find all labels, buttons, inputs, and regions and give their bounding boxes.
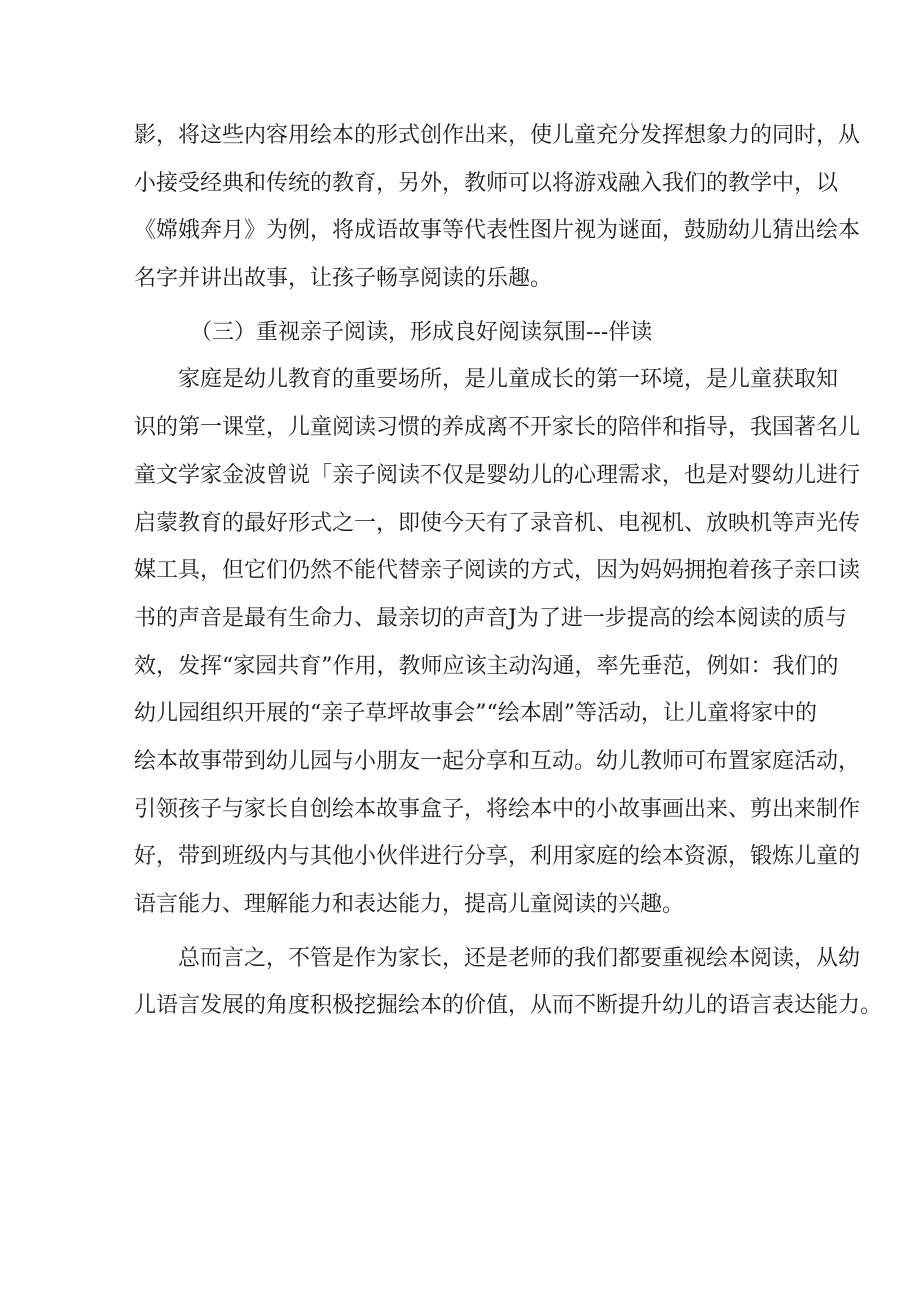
paragraph-parent-reading	[134, 356, 861, 928]
text-line: 童文学家金波曾说「亲子阅读不仅是婴幼儿的心理需求，也是对婴幼儿进行	[134, 462, 861, 488]
text-line: 好，带到班级内与其他小伙伴进行分享，利用家庭的绘本资源，锻炼儿童的	[134, 844, 861, 870]
text-line: 效，发挥“家园共育”作用，教师应该主动沟通，率先垂范，例如：我们的	[134, 653, 839, 679]
text-line: 识的第一课堂，儿童阅读习惯的养成离不开家长的陪伴和指导，我国著名儿	[134, 415, 861, 441]
text-line: 儿语言发展的角度积极挖掘绘本的价值，从而不断提升幼儿的语言表达能力。	[134, 993, 883, 1019]
document-body	[134, 112, 883, 1030]
text-line: 家庭是幼儿教育的重要场所，是儿童成长的第一环境，是儿童获取知	[178, 367, 839, 393]
text-line: 小接受经典和传统的教育，另外，教师可以将游戏融入我们的教学中，以	[134, 170, 839, 196]
section-heading	[134, 309, 802, 357]
text-line: 绘本故事带到幼儿园与小朋友一起分享和互动。幼儿教师可布置家庭活动，	[134, 748, 861, 774]
text-line: 幼儿园组织开展的“亲子草坪故事会”“绘本剧”等活动，让儿童将家中的	[134, 701, 817, 727]
text-line: 影，将这些内容用绘本的形式创作出来，使儿童充分发挥想象力的同时，从	[134, 123, 861, 148]
text-line: 媒工具，但它们仍然不能代替亲子阅读的方式，因为妈妈拥抱着孩子亲口读	[134, 558, 861, 584]
text-line: 语言能力、理解能力和表达能力，提高儿童阅读的兴趣。	[134, 892, 685, 917]
text-line: 总而言之，不管是作为家长，还是老师的我们都要重视绘本阅读，从幼	[178, 945, 861, 971]
section-heading-text: （三）重视亲子阅读，形成良好阅读氛围---伴读	[190, 319, 653, 345]
text-line: 《嫦娥奔月》为例，将成语故事等代表性图片视为谜面，鼓励幼儿猜出绘本	[134, 218, 861, 244]
text-line: 书的声音是最有生命力、最亲切的声音J为了进一步提高的绘本阅读的质与	[134, 605, 847, 631]
paragraph-continued	[134, 112, 861, 303]
paragraph-conclusion	[134, 935, 883, 1030]
text-line: 名字并讲出故事，让孩子畅享阅读的乐趣。	[134, 266, 553, 292]
text-line: 启蒙教育的最好形式之一，即使今天有了录音机、电视机、放映机等声光传	[134, 510, 861, 536]
text-line: 引领孩子与家长自创绘本故事盒子，将绘本中的小故事画出来、剪出来制作	[134, 796, 861, 822]
